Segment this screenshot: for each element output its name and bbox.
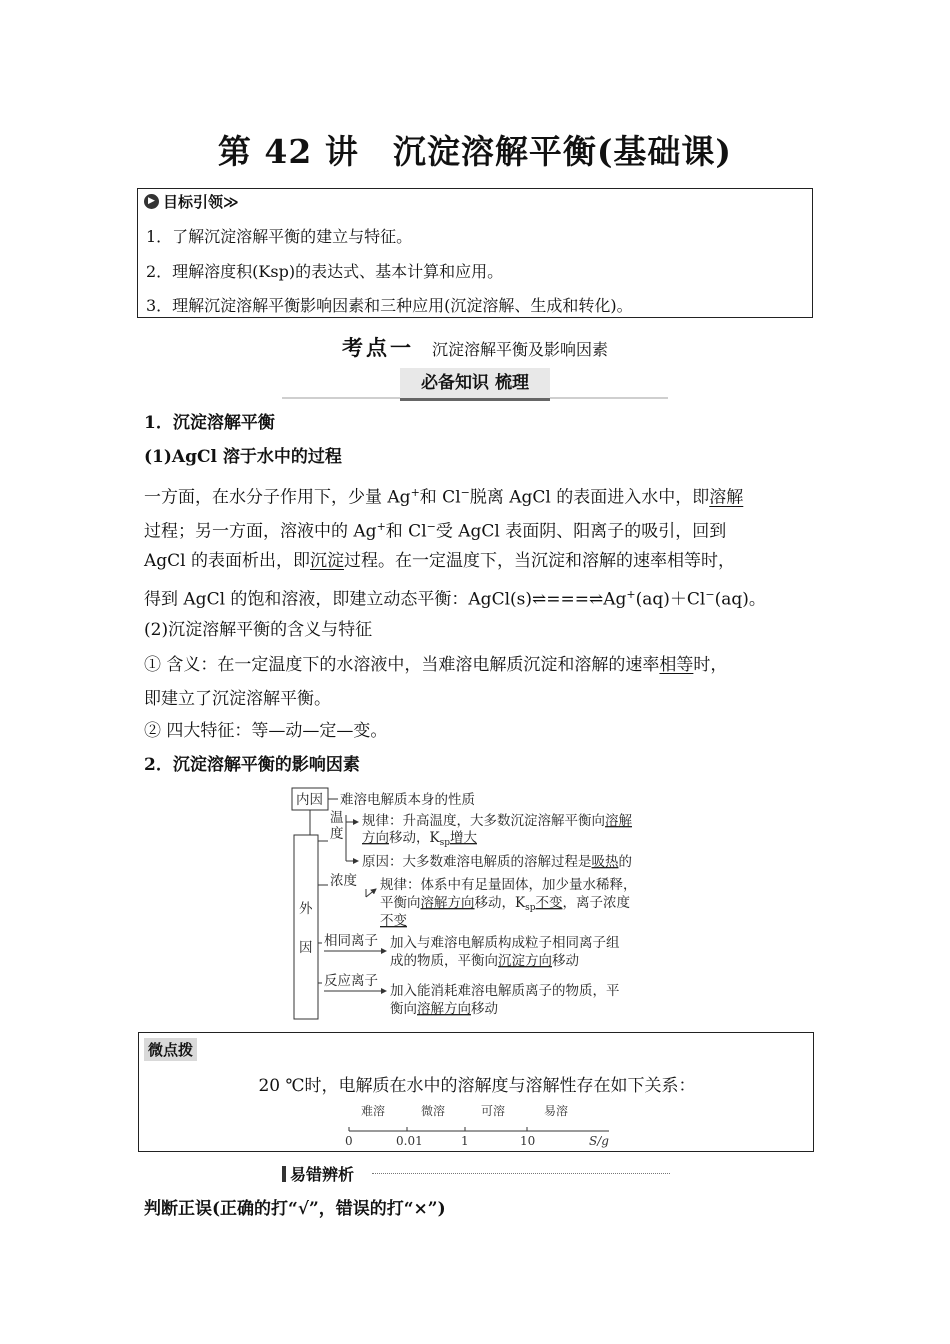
knowledge-bar	[282, 368, 668, 400]
react-ion-label: 反应离子	[324, 973, 378, 989]
paragraph-line: 即建立了沉淀溶解平衡。	[144, 689, 331, 709]
temp-reason: 原因：大多数难溶电解质的溶解过程是吸热的	[362, 854, 632, 870]
scale-tick: 10	[520, 1134, 536, 1148]
solubility-scale	[339, 1103, 619, 1148]
common-ion-line-1: 加入与难溶电解质构成粒子相同离子组	[390, 935, 620, 951]
common-ion-label: 相同离子	[324, 933, 378, 949]
outer-cause-label-1: 外	[299, 901, 313, 917]
paragraph-line: 得到 AgCl 的饱和溶液，即建立动态平衡：AgCl(s)⇌===⇌Ag+(aq)＋Cl−(aq)。	[144, 588, 766, 610]
conc-line-2: 平衡向溶解方向移动，$K_{sp}$不变，离子浓度	[380, 895, 630, 913]
error-section-heading	[282, 1162, 670, 1186]
tip-box	[138, 1032, 814, 1152]
heading-1: 1．沉淀溶解平衡	[144, 413, 275, 433]
conc-line-1: 规律：体系中有足量固体，加少量水稀释，	[380, 877, 637, 893]
paragraph-line: 一方面，在水分子作用下，少量 Ag+和 Cl−脱离 AgCl 的表面进入水中，即溶解	[144, 486, 744, 508]
paragraph-line: AgCl 的表面析出，即沉淀过程。在一定温度下，当沉淀和溶解的速率相等时，	[144, 551, 736, 571]
section-title: 沉淀溶解平衡及影响因素	[431, 340, 608, 359]
paragraph-line: ② 四大特征：等—动—定—变。	[144, 721, 388, 741]
goals-tag-label: 目标引领≫	[163, 193, 239, 211]
scale-tick: 1	[461, 1134, 469, 1148]
paragraph-line: 过程；另一方面，溶液中的 Ag+和 Cl−受 AgCl 表面阴、阳离子的吸引，回到	[144, 520, 727, 542]
scale-label: 难溶	[361, 1104, 386, 1118]
factors-diagram	[290, 785, 660, 1025]
conc-label: 浓度	[330, 873, 357, 889]
react-ion-line-2: 衡向溶解方向移动	[390, 1001, 498, 1017]
heading-1-1: (1)AgCl 溶于水中的过程	[144, 447, 342, 467]
conc-line-3: 不变	[380, 913, 407, 929]
inner-cause-label: 内因	[296, 792, 323, 808]
goals-tag	[144, 191, 239, 212]
heading-2: 2．沉淀溶解平衡的影响因素	[144, 755, 360, 775]
section-heading	[0, 332, 950, 362]
temp-label-2: 度	[330, 826, 344, 842]
heading-1-2: (2)沉淀溶解平衡的含义与特征	[144, 620, 373, 640]
play-icon: ▶	[144, 194, 159, 209]
tip-tag: 微点拨	[144, 1038, 197, 1061]
page-title: 第 42 讲 沉淀溶解平衡(基础课)	[217, 132, 733, 171]
goals-box	[137, 188, 813, 318]
scale-label: 微溶	[421, 1104, 446, 1118]
paragraph-line: ① 含义：在一定温度下的水溶液中，当难溶电解质沉淀和溶解的速率相等时，	[144, 655, 728, 675]
temp-label-1: 温	[330, 810, 344, 826]
scale-label: 可溶	[481, 1104, 506, 1118]
knowledge-tab: 必备知识 梳理	[400, 368, 550, 401]
goal-item: 3．理解沉淀溶解平衡影响因素和三种应用(沉淀溶解、生成和转化)。	[146, 296, 633, 315]
inner-cause-text: 难溶电解质本身的性质	[340, 792, 475, 808]
goal-item: 1．了解沉淀溶解平衡的建立与特征。	[146, 227, 413, 246]
goal-item: 2．理解溶度积(Ksp)的表达式、基本计算和应用。	[146, 262, 504, 281]
common-ion-line-2: 成的物质，平衡向沉淀方向移动	[390, 953, 579, 969]
outer-cause-label-2: 因	[299, 940, 313, 956]
section-label: 考点一	[341, 336, 414, 360]
outer-cause-box	[294, 835, 318, 1019]
scale-tick: 0.01	[396, 1134, 423, 1148]
react-ion-line-1: 加入能消耗难溶电解质离子的物质，平	[390, 983, 620, 999]
error-heading-label: 易错辨析	[290, 1165, 355, 1184]
judge-instruction: 判断正误(正确的打“√”，错误的打“×”)	[144, 1199, 446, 1219]
tip-text: 20 ℃时，电解质在水中的溶解度与溶解性存在如下关系：	[258, 1076, 696, 1096]
temp-rule-line-1: 规律：升高温度，大多数沉淀溶解平衡向溶解	[362, 813, 632, 829]
temp-rule-line-2: 方向移动，$K_{sp}$增大	[362, 830, 477, 848]
scale-tick: 0	[345, 1134, 353, 1148]
scale-axis-label: S/g	[589, 1134, 609, 1148]
scale-label: 易溶	[544, 1104, 569, 1118]
